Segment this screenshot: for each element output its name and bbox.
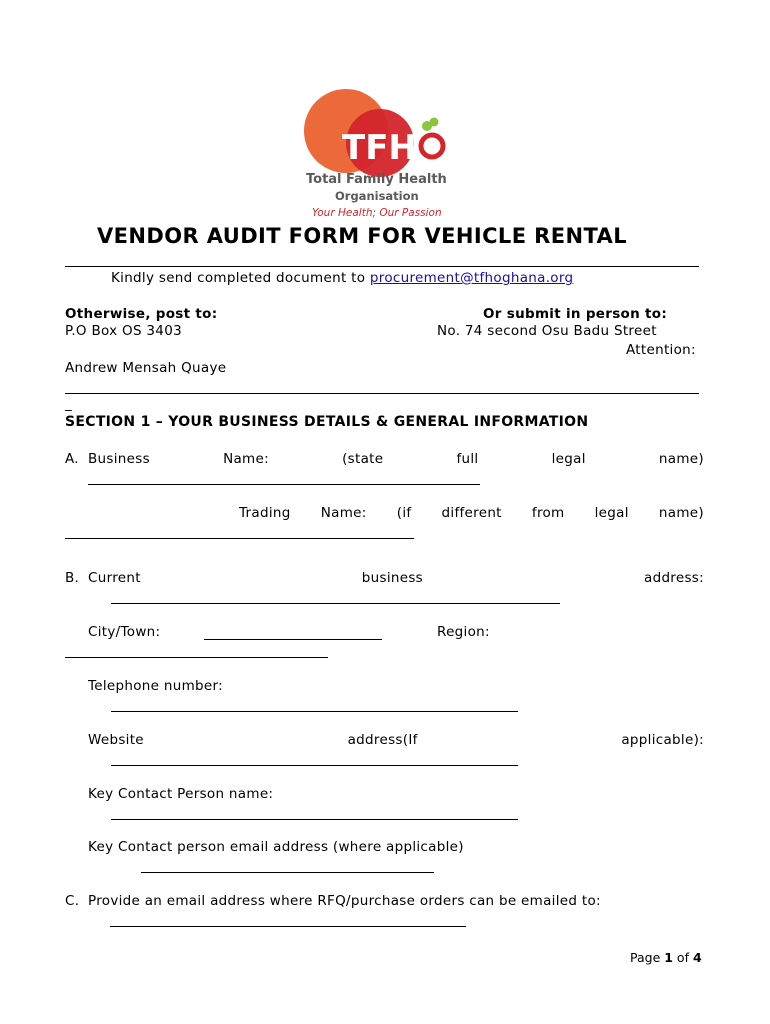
business-name-label [88,451,704,467]
label-word: Name: [223,451,269,467]
business-address-field[interactable] [111,603,560,604]
label-word: name) [658,451,704,467]
page-current: 1 [664,950,673,965]
rfq-email-field[interactable] [110,926,466,927]
label-word: (if [396,505,412,521]
label-word: Business [88,451,150,467]
label-word: from [531,505,565,521]
trading-name-field[interactable] [65,538,414,539]
label-word: business [361,570,424,586]
separator-line [65,393,699,394]
item-a-marker: A. [65,451,79,467]
logo-org-subname: Organisation [335,189,419,203]
contact-name-field[interactable] [111,819,518,820]
item-b-marker: B. [65,570,80,586]
label-word: address: [644,570,704,586]
label-word: address(If [347,732,418,748]
post-address: P.O Box OS 3403 [65,323,182,339]
logo-org-name: Total Family Health [306,172,447,187]
item-c-marker: C. [65,893,80,909]
business-name-field[interactable] [88,484,480,485]
label-word: (state [342,451,384,467]
region-label: Region: [437,624,490,640]
page-of: of [672,950,693,965]
form-title: VENDOR AUDIT FORM FOR VEHICLE RENTAL [97,224,627,248]
separator-line [65,266,699,267]
label-word: legal [594,505,629,521]
label-word: different [441,505,502,521]
section-1-heading: SECTION 1 – YOUR BUSINESS DETAILS & GENERAL INFORMATION [65,414,589,430]
send-instruction-text: Kindly send completed document to [111,270,370,286]
stray-underscore: _ [65,396,73,412]
telephone-field[interactable] [111,711,518,712]
label-word: Website [88,732,144,748]
contact-email-field[interactable] [141,872,434,873]
label-word: full [456,451,479,467]
send-instruction [111,270,573,286]
logo-tagline: Your Health; Our Passion [312,207,442,219]
website-label [88,732,704,748]
region-field[interactable] [65,657,328,658]
label-word: Trading [239,505,291,521]
contact-name-label: Key Contact Person name: [88,786,274,802]
procurement-email-link[interactable]: procurement@tfhoghana.org [369,270,574,286]
city-label: City/Town: [88,624,161,640]
contact-email-label: Key Contact person email address (where applicable) [88,839,464,855]
telephone-label: Telephone number: [88,678,223,694]
attention-label: Attention: [626,342,696,358]
label-word: name) [658,505,704,521]
label-word: legal [551,451,586,467]
in-person-address: No. 74 second Osu Badu Street [437,323,657,339]
label-word: applicable): [621,732,704,748]
tfho-logo-mark [300,85,470,185]
rfq-email-label: Provide an email address where RFQ/purchase orders can be emailed to: [88,893,601,909]
post-heading: Otherwise, post to: [65,306,218,322]
label-word: Current [88,570,141,586]
business-address-label [88,570,704,586]
page-number [630,950,702,965]
svg-text:TFH: TFH [342,128,417,168]
page-total: 4 [692,950,702,965]
city-field[interactable] [204,639,382,640]
in-person-heading: Or submit in person to: [483,306,668,322]
label-word: Name: [320,505,367,521]
trading-name-label [239,505,704,521]
attention-name: Andrew Mensah Quaye [65,360,227,376]
page-prefix: Page [630,950,665,965]
website-field[interactable] [111,765,518,766]
